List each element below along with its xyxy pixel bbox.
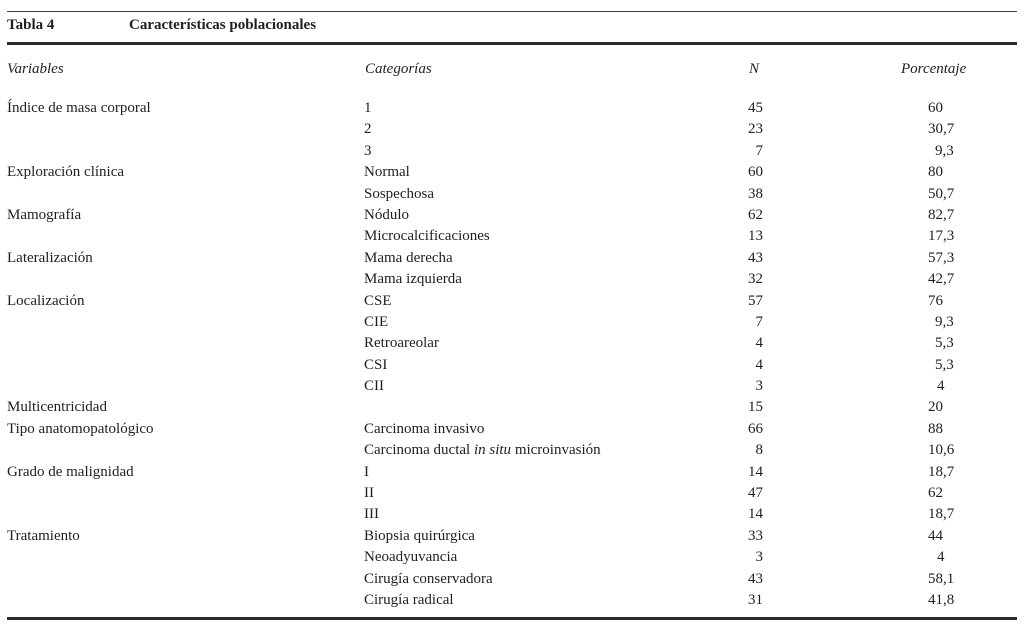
header-categorias: Categorías: [365, 61, 432, 77]
cell-n: 32: [748, 271, 763, 288]
cell-n: 4: [755, 356, 763, 373]
categoria-part-before: Carcinoma ductal: [364, 442, 474, 459]
cell-porcentaje: 88: [928, 420, 943, 437]
table-row: [0, 143, 1024, 164]
table-row: [0, 121, 1024, 142]
cell-categoria: 1: [364, 100, 372, 116]
header-rule: [7, 42, 1017, 45]
cell-n: 3: [755, 378, 763, 395]
cell-categoria: Mama derecha: [364, 249, 453, 266]
cell-porcentaje: 18,7: [928, 506, 955, 523]
table-row: [0, 592, 1024, 613]
cell-n: 47: [748, 485, 763, 502]
cell-n: 14: [748, 463, 763, 480]
cell-n: 8: [755, 442, 763, 459]
cell-porcentaje: 80: [928, 164, 943, 181]
table-row: [0, 100, 1024, 121]
table-body: [0, 100, 1024, 613]
table-row: [0, 549, 1024, 570]
table-row: [0, 464, 1024, 485]
cell-porcentaje: 57,3: [928, 249, 955, 266]
cell-categoria: Neoadyuvancia: [364, 549, 458, 566]
table-row: [0, 186, 1024, 207]
cell-n: 45: [748, 100, 763, 116]
cell-categoria: CIE: [364, 313, 389, 330]
table-title: Características poblacionales: [129, 17, 317, 33]
cell-porcentaje: 10,6: [928, 442, 955, 459]
table-row: [0, 378, 1024, 399]
cell-n: 38: [748, 185, 763, 202]
cell-categoria: Microcalcificaciones: [364, 228, 490, 245]
cell-n: 15: [748, 399, 763, 416]
cell-categoria: 3: [364, 142, 372, 159]
cell-n: 3: [755, 549, 763, 566]
table-row: [0, 528, 1024, 549]
table-row: [0, 250, 1024, 271]
cell-categoria: Biopsia quirúrgica: [364, 527, 475, 544]
cell-categoria: Cirugía radical: [364, 591, 454, 608]
table-row: [0, 506, 1024, 527]
cell-n: 62: [748, 206, 763, 223]
header-variables: Variables: [7, 61, 64, 77]
cell-categoria: [364, 442, 601, 459]
cell-categoria: Nódulo: [364, 206, 409, 223]
cell-variable: Exploración clínica: [7, 164, 125, 181]
cell-n: 13: [748, 228, 763, 245]
cell-porcentaje: 4: [937, 549, 945, 566]
cell-n: 66: [748, 420, 763, 437]
cell-porcentaje: 5,3: [935, 356, 954, 373]
cell-porcentaje: 76: [928, 292, 943, 309]
cell-variable: Localización: [7, 292, 85, 309]
cell-categoria: Retroareolar: [364, 335, 439, 352]
cell-n: 31: [748, 591, 763, 608]
cell-categoria: CSI: [364, 356, 388, 373]
cell-porcentaje: 9,3: [935, 313, 954, 330]
top-rule: [7, 11, 1017, 12]
cell-categoria: Carcinoma invasivo: [364, 420, 485, 437]
table-row: [0, 485, 1024, 506]
cell-porcentaje: 17,3: [928, 228, 955, 245]
cell-n: 57: [748, 292, 763, 309]
table-row: [0, 228, 1024, 249]
bottom-rule: [7, 617, 1017, 620]
cell-categoria: 2: [364, 121, 372, 138]
table-row: [0, 207, 1024, 228]
cell-variable: Grado de malignidad: [7, 463, 134, 480]
cell-n: 14: [748, 506, 763, 523]
cell-porcentaje: 30,7: [928, 121, 955, 138]
cell-n: 7: [755, 313, 763, 330]
cell-n: 23: [748, 121, 763, 138]
cell-variable: Multicentricidad: [7, 399, 107, 416]
cell-categoria: Mama izquierda: [364, 271, 462, 288]
table-row: [0, 571, 1024, 592]
cell-porcentaje: 4: [937, 378, 945, 395]
cell-porcentaje: 42,7: [928, 271, 955, 288]
table-row: [0, 293, 1024, 314]
cell-n: 43: [748, 570, 763, 587]
cell-porcentaje: 20: [928, 399, 943, 416]
cell-n: 60: [748, 164, 763, 181]
cell-porcentaje: 9,3: [935, 142, 954, 159]
cell-variable: Tipo anatomopatológico: [7, 420, 154, 437]
cell-n: 4: [755, 335, 763, 352]
table-row: [0, 314, 1024, 335]
table-label: Tabla 4: [7, 17, 55, 33]
cell-porcentaje: 41,8: [928, 591, 955, 608]
cell-porcentaje: 62: [928, 485, 943, 502]
table-row: [0, 357, 1024, 378]
table-row: [0, 271, 1024, 292]
header-n: N: [749, 61, 760, 77]
cell-variable: Mamografía: [7, 206, 82, 223]
categoria-part-after: microinvasión: [511, 442, 601, 459]
cell-categoria: II: [364, 485, 374, 502]
table-row: [0, 421, 1024, 442]
cell-porcentaje: 82,7: [928, 206, 955, 223]
cell-porcentaje: 58,1: [928, 570, 955, 587]
header-porcentaje: Porcentaje: [901, 61, 967, 77]
cell-categoria: CII: [364, 378, 384, 395]
cell-porcentaje: 44: [928, 527, 943, 544]
table-row: [0, 399, 1024, 420]
cell-categoria: I: [364, 463, 369, 480]
categoria-part-italic: in situ: [473, 442, 512, 459]
table-row: [0, 164, 1024, 185]
table-row: [0, 335, 1024, 356]
cell-categoria: III: [364, 506, 379, 523]
cell-categoria: CSE: [364, 292, 392, 309]
cell-porcentaje: 60: [928, 100, 943, 116]
cell-n: 43: [748, 249, 763, 266]
cell-porcentaje: 50,7: [928, 185, 955, 202]
cell-categoria: Sospechosa: [364, 185, 434, 202]
cell-n: 33: [748, 527, 763, 544]
cell-variable: Lateralización: [7, 249, 93, 266]
cell-porcentaje: 18,7: [928, 463, 955, 480]
cell-variable: Tratamiento: [7, 527, 80, 544]
cell-categoria: Cirugía conservadora: [364, 570, 493, 587]
cell-categoria: Normal: [364, 164, 410, 181]
cell-porcentaje: 5,3: [935, 335, 954, 352]
cell-n: 7: [755, 142, 763, 159]
table-row: [0, 442, 1024, 463]
cell-variable: Índice de masa corporal: [7, 100, 151, 116]
